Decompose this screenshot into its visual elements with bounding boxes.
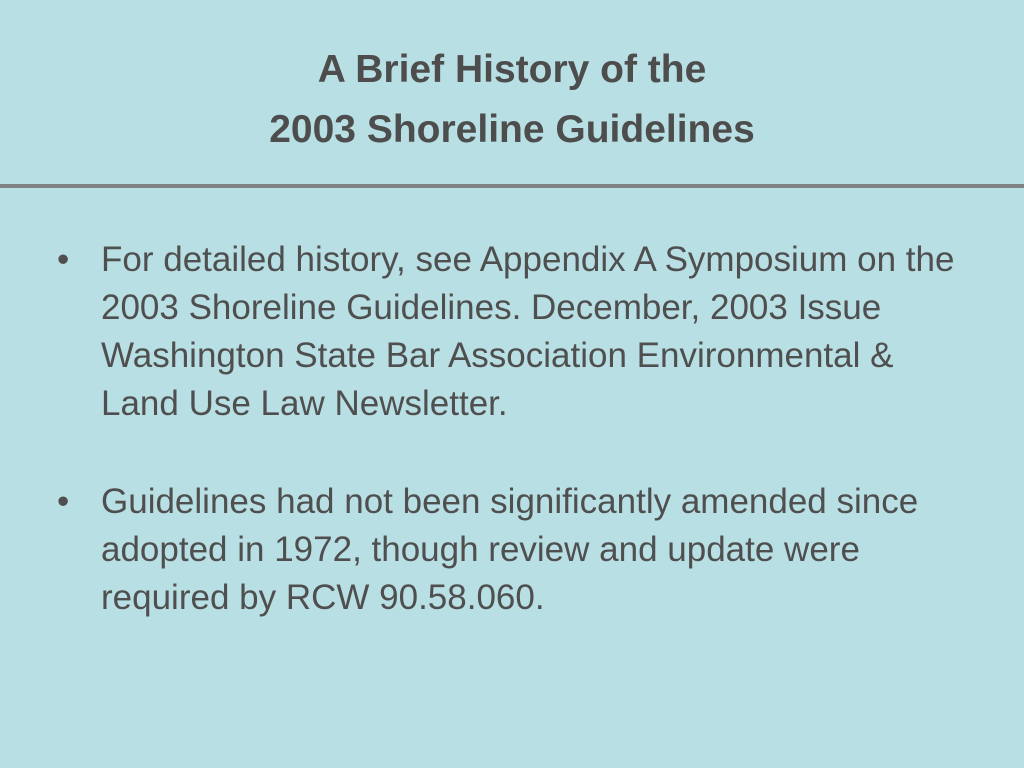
bullet-icon: • <box>57 482 70 521</box>
bullet-list <box>57 236 977 622</box>
bullet-text-2: Guidelines had not been significantly amended since adopted in 1972, though review and update were required by RCW 90.58.060. <box>101 482 919 617</box>
slide-title <box>0 40 1024 160</box>
bullet-text-1: For detailed history, see Appendix A Symposium on the 2003 Shoreline Guidelines. December, 2003 Issue Washington State Bar Association Environmental & Land Use Law Newsletter. <box>101 240 955 423</box>
title-line-1: A Brief History of the <box>317 48 707 91</box>
title-divider <box>0 184 1024 188</box>
bullet-icon: • <box>57 240 70 279</box>
bullet-item-1 <box>57 236 977 428</box>
title-line-2: 2003 Shoreline Guidelines <box>269 108 755 151</box>
bullet-item-2 <box>57 478 977 622</box>
